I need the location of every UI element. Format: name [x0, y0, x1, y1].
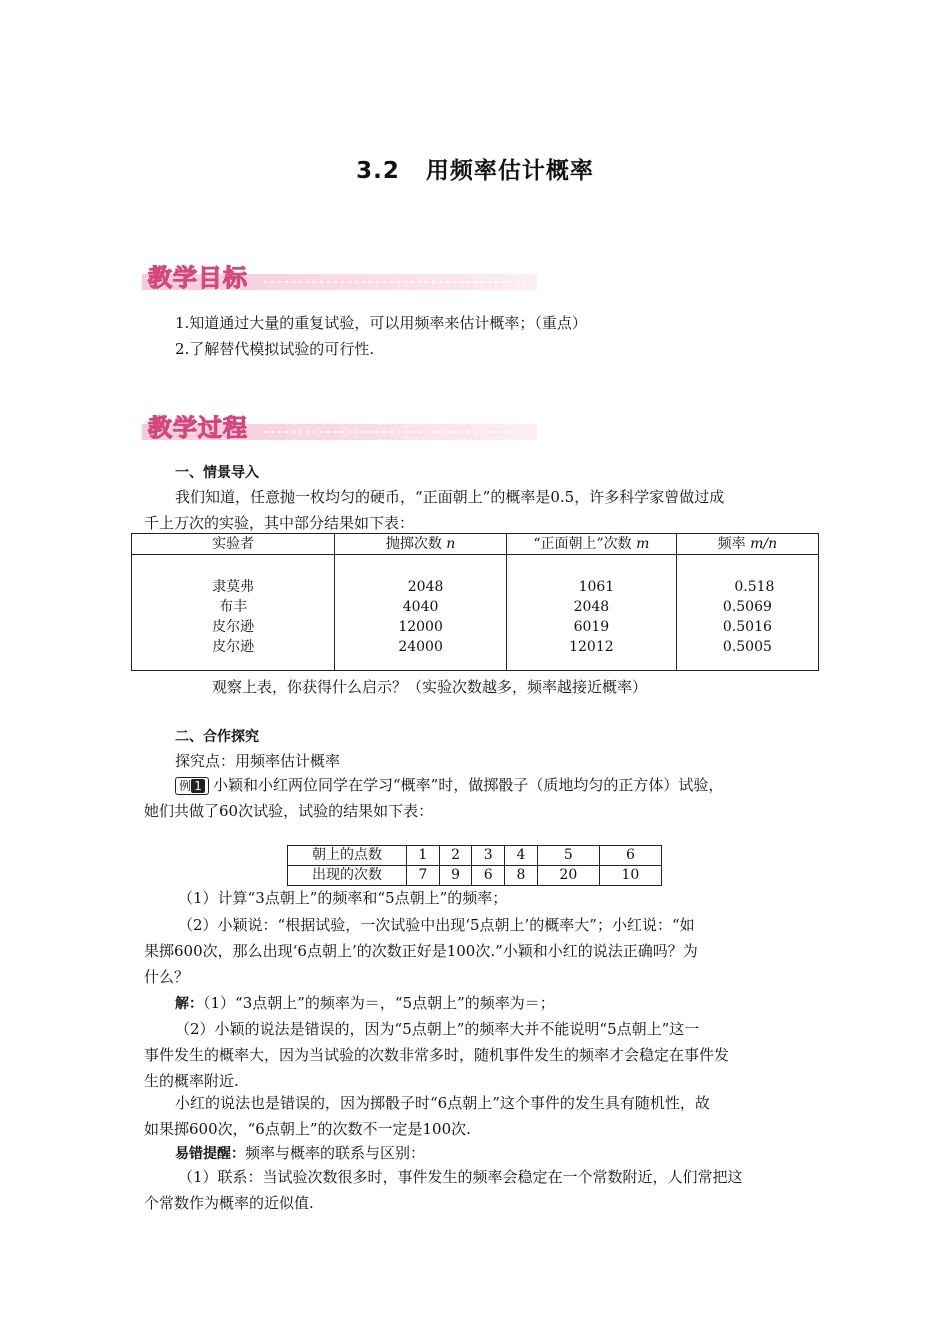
solution-1: 解：（1）“3点朝上”的频率为＝，“5点朝上”的频率为＝； [175, 994, 555, 1012]
tip-1-line2: 个常数作为概率的近似值. [144, 1194, 314, 1212]
intro-paragraph-line1: 我们知道，任意抛一枚均匀的硬币，“正面朝上”的概率是0.5，许多科学家曾做过成 [175, 488, 725, 506]
table-cell: 24000 [398, 639, 443, 655]
question-2-line1: （2）小颖说：“根据试验，一次试验中出现‘5点朝上’的概率大”；小红说：“如 [178, 916, 695, 934]
example-line1: 例 1 小颖和小红两位同学在学习“概率”时，做掷骰子（质地均匀的正方体）试验， [175, 772, 841, 798]
table-cell: 20 [537, 866, 599, 886]
dice-row-label: 出现的次数 [288, 866, 407, 886]
heads-column [506, 555, 676, 671]
goals-banner-label: 教学目标 [148, 264, 248, 292]
solution-2-line2: 事件发生的概率大，因为当试验的次数非常多时，随机事件发生的频率才会稳定在事件发 [144, 1046, 730, 1064]
table-cell: 2 [439, 846, 472, 866]
header-heads: “正面朝上”次数 m [506, 534, 676, 555]
example-badge: 例 1 [175, 777, 209, 795]
question-1: （1）计算“3点朝上”的频率和“5点朝上”的频率； [178, 889, 508, 907]
table-cell: 5 [537, 846, 599, 866]
table-cell: 布丰 [219, 599, 248, 615]
dice-counts-row [288, 866, 662, 886]
table-cell: 10 [599, 866, 661, 886]
tip-1-line1: （1）联系：当试验次数很多时，事件发生的频率会稳定在一个常数附近，人们常把这 [178, 1168, 743, 1186]
intro-paragraph-line2: 千上万次的实验，其中部分结果如下表： [144, 514, 415, 532]
dice-row-label: 朝上的点数 [288, 846, 407, 866]
solution-3-line1: 小红的说法也是错误的，因为掷骰子时“6点朝上”这个事件的发生具有随机性，故 [175, 1094, 710, 1112]
dice-points-row [288, 846, 662, 866]
table-cell: 0.5005 [722, 639, 772, 655]
table-cell: 0.5016 [722, 619, 772, 635]
table-cell: 1061 [578, 579, 615, 595]
table-cell: 6 [599, 846, 661, 866]
section-number: 3.2 [356, 158, 400, 184]
goals-banner [142, 258, 537, 292]
observe-text: 观察上表，你获得什么启示？（实验次数越多，频率越接近概率） [212, 678, 648, 696]
title-text: 用频率估计概率 [425, 158, 594, 184]
table-cell: 9 [439, 866, 472, 886]
experimenter-column [132, 555, 335, 671]
table-cell: 6019 [573, 619, 610, 635]
page-title [0, 152, 950, 185]
table-cell: 8 [505, 866, 538, 886]
example-line2: 她们共做了60次试验，试验的结果如下表： [144, 802, 434, 820]
explore-point: 探究点：用频率估计概率 [175, 752, 341, 770]
section1-heading: 一、情景导入 [175, 465, 259, 481]
dice-table [287, 845, 662, 886]
table-cell: 12012 [569, 639, 614, 655]
header-experimenter: 实验者 [132, 534, 335, 555]
frequency-column [676, 555, 818, 671]
process-banner-label: 教学过程 [148, 414, 248, 442]
table-cell: 0.5069 [722, 599, 772, 615]
question-2-line2: 果掷600次，那么出现‘6点朝上’的次数正好是100次.”小颖和小红的说法正确吗？为 [144, 942, 698, 960]
goal-2: 2.了解替代模拟试验的可行性. [175, 340, 375, 358]
table-cell: 隶莫弗 [212, 579, 255, 595]
process-banner [142, 408, 537, 442]
question-2-line3: 什么？ [144, 968, 190, 986]
table-cell: 7 [407, 866, 440, 886]
table-cell: 4 [505, 846, 538, 866]
table-header-row [132, 534, 819, 555]
table-cell: 2048 [407, 579, 444, 595]
tosses-column [335, 555, 507, 671]
header-tosses: 抛掷次数 n [335, 534, 507, 555]
table-body-row [132, 555, 819, 671]
tip-line: 易错提醒：频率与概率的联系与区别： [175, 1144, 426, 1162]
table-cell: 12000 [398, 619, 443, 635]
section2-heading: 二、合作探究 [175, 729, 259, 745]
solution-2-line1: （2）小颖的说法是错误的，因为“5点朝上”的频率大并不能说明“5点朝上”这一 [175, 1020, 700, 1038]
table-cell: 皮尔逊 [212, 639, 255, 655]
tip-label: 易错提醒： [175, 1146, 245, 1162]
table-cell: 4040 [402, 599, 439, 615]
table-cell: 1 [407, 846, 440, 866]
table-cell: 皮尔逊 [212, 619, 255, 635]
table-cell: 0.518 [734, 579, 775, 595]
solution-3-line2: 如果掷600次，“6点朝上”的次数不一定是100次. [144, 1120, 471, 1138]
goal-1: 1.知道通过大量的重复试验，可以用频率来估计概率；（重点） [175, 314, 587, 332]
solution-label: 解： [175, 996, 203, 1012]
table-cell: 3 [472, 846, 505, 866]
solution-2-line3: 生的概率附近. [144, 1072, 239, 1090]
table-cell: 6 [472, 866, 505, 886]
header-frequency: 频率 m/n [676, 534, 818, 555]
coin-toss-table [131, 533, 819, 671]
table-cell: 2048 [573, 599, 610, 615]
